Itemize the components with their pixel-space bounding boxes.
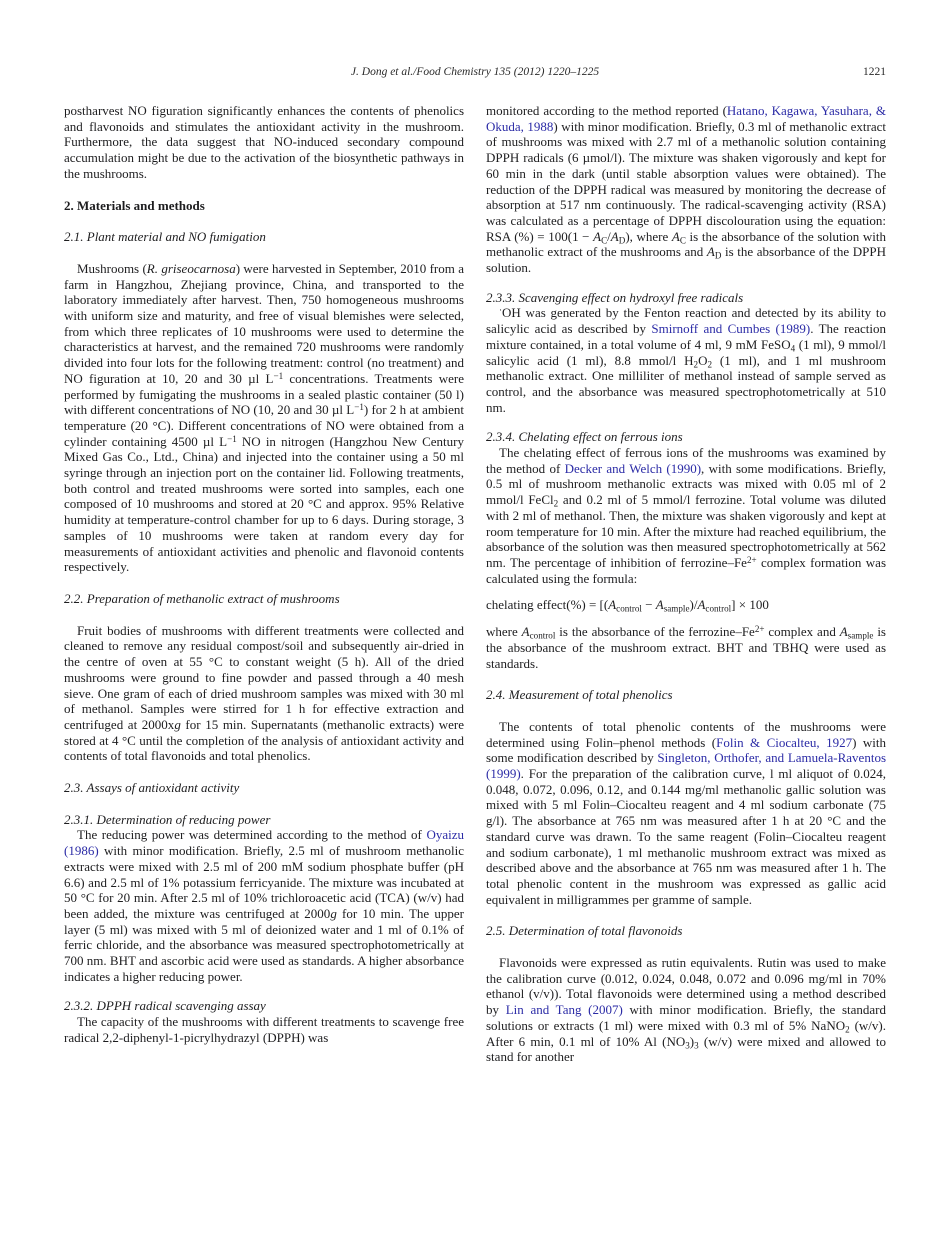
text-run: A (697, 597, 706, 613)
text-run: Flavonoids were expressed as rutin equivalents. Rutin was used to make the calibration curve (0.012, 0.024, 0.048, 0.072 and 0.096 mg/ml in 70% ethanol (v/v)). Total flavonoids were determined using a method described by (486, 955, 886, 1018)
text-run: A (839, 624, 848, 640)
paragraph (486, 719, 886, 907)
paragraph (64, 623, 464, 764)
subscript: sample (663, 603, 690, 614)
text-run: ) for 2 h at ambient temperature (20 °C). Different concentrations of NO were obtained from a cylinder containing 4500 µl L (64, 402, 464, 449)
text-run: and 0.2 ml of 5 mmol/l ferrozine. Total volume was diluted with 2 ml of methanol. Then, the mixture was shaken vigorously and kept at room temperature for 10 min. After the mixture had reached equilibrium, the absorbance of the solution was then measured spectrophotometrically at 562 nm. The percentage of inhibition of ferrozine–Fe (486, 492, 886, 570)
text-run: R. griseocarnosa (146, 260, 236, 276)
text-run: / (607, 228, 611, 244)
text-run: (w/v) were mixed and allowed to stand for another (486, 1033, 886, 1065)
superscript: −1 (227, 433, 237, 444)
paragraph (64, 1014, 464, 1045)
text-run: ) (689, 1033, 695, 1049)
subsection-heading (486, 687, 886, 703)
superscript: · (499, 305, 503, 316)
text-run: A (671, 228, 680, 244)
paragraph (486, 624, 886, 671)
citation-link[interactable]: Hatano, Kagawa, Yasuhara, & Okuda, 1988 (486, 103, 886, 134)
paragraph (486, 103, 886, 276)
text-run: postharvest NO figuration significantly enhances the contents of phenolics and flavonoids and stimulates the antioxidant activity in the mushroom. Furthermore, the data suggest that NO-induced secondary compound accumulation might be due to the activation of the biosynthetic pathways in the mushrooms. (64, 103, 464, 181)
paragraph (486, 445, 886, 586)
text-run: is the absorbance of the solution with methanolic extract of the mushrooms and (486, 228, 886, 260)
text-run: ) were harvested in September, 2010 from a farm in Hangzhou, Zhejiang province, China, and transported to the laboratory immediately after harvest. Then, 750 homogeneous mushrooms with uniform size and maturity, and free of visual blemishes were selected, from which three replicates of 10 mushrooms were used to determine the characteristics at harvest, and the remained 720 mushrooms were randomly divided into four lots for the following treatment: control (no treatment) and NO figuration at 10, 20 and 30 µl L (64, 260, 464, 386)
text-run: . The reaction mixture contained, in a total volume of 4 ml, 9 mM FeSO (486, 321, 887, 352)
text-run: concentrations. Treatments were performed by fumigating the mushrooms in a sealed plastic container (50 l) with different concentrations of NO (10, 20 and 30 µl L (64, 370, 464, 418)
text-run: is the absorbance of the mushroom extract. BHT and TBHQ were used as standards. (486, 624, 886, 671)
section-heading (64, 198, 464, 214)
subsection-heading (486, 923, 886, 939)
running-head (64, 66, 886, 81)
two-column-body (64, 103, 886, 1065)
text-run: g (174, 716, 181, 732)
page-number: 1221 (863, 66, 886, 78)
paragraph (486, 305, 886, 415)
running-head-title: J. Dong et al./Food Chemistry 135 (2012) 1220–1225 (350, 66, 600, 78)
text-run: for 15 min. Supernatants (methanolic extracts) were stored at 4 °C until the completion of the analysis of antioxidant activity and contents of total flavonoids and total phenolics. (64, 716, 464, 764)
text-run: 2.2. Preparation of methanolic extract of mushrooms (64, 590, 340, 606)
text-run: ) with minor modification. Briefly, 0.3 ml of methanolic extract of mushrooms was mixed with 2.7 ml of a methanolic solution containing DPPH radicals (6 µmol/l). The mixture was shaken vigorously and kept for 60 min in the dark (until stable absorption values were obtained). The reduction of the DPPH radical was measured by monitoring the decrease of absorption at 517 nm continuously. The radical-scavenging activity (RSA) was calculated as a percentage of DPPH discolouration using the equation: RSA (%) = 100(1 − (486, 118, 886, 244)
text-run: is the absorbance of the DPPH solution. (486, 244, 886, 276)
subscript: 2 (553, 498, 559, 509)
text-run: Mushrooms ( (77, 260, 147, 276)
left-column (64, 103, 464, 1065)
text-run: A (608, 597, 617, 613)
subsection-heading (64, 591, 464, 607)
text-run: The capacity of the mushrooms with different treatments to scavenge free radical 2,2-diphenyl-1-picrylhydrazyl (DPPH) was (64, 1014, 464, 1045)
text-run: The contents of total phenolic contents of the mushrooms were determined using Folin–phenol methods ( (486, 718, 886, 750)
text-run: (w/v). After 6 min, 0.1 ml of 10% Al (NO (486, 1017, 886, 1049)
text-run: monitored according to the method reported ( (486, 103, 727, 118)
text-run: chelating effect(%) = [( (486, 597, 609, 613)
text-run: 2.3.3. Scavenging effect on hydroxyl free radicals (486, 289, 744, 305)
subscript: control (616, 603, 642, 614)
subscript: C (679, 234, 686, 245)
text-run: 2.3.4. Chelating effect on ferrous ions (486, 429, 683, 445)
text-run: NO in nitrogen (Hangzhou New Century Mixed Gas Co., Ltd., China) and injected into the container using a 50 ml syringe through an injection port on the container lid. Following treatments, both control and treated mushrooms were sorted into samples, each one composed of 10 mushrooms and stored at 20 °C and approx. 95% Relative humidity at temperature-control chamber for up to 6 days. During storage, 3 samples of 10 mushrooms were taken at random every day for measurements of antioxidant activities and phenolic and flavonoid contents respectively. (64, 433, 464, 575)
superscript: 2+ (746, 554, 757, 565)
subscript: sample (847, 630, 874, 641)
subsection-heading (64, 780, 464, 796)
subscript: 2 (693, 358, 699, 369)
citation-link[interactable]: Decker and Welch (1990) (564, 460, 702, 476)
paragraph (64, 827, 464, 984)
text-run: 2.4. Measurement of total phenolics (486, 687, 673, 703)
text-run: )/ (689, 597, 698, 613)
subsection-heading (64, 229, 464, 245)
text-run: A (610, 228, 619, 244)
subscript: D (618, 234, 626, 245)
superscript: −1 (354, 402, 364, 413)
text-run: 2.3.1. Determination of reducing power (64, 811, 271, 827)
text-run: ] × 100 (731, 597, 769, 613)
text-run: is the absorbance of the ferrozine–Fe (555, 624, 755, 640)
text-run: OH was generated by the Fenton reaction and detected by its ability to salicylic acid as described by (486, 305, 886, 337)
text-run: ) with some modification described by (486, 734, 886, 766)
paragraph (64, 261, 464, 575)
text-run: complex formation was calculated using the formula: (486, 554, 886, 586)
subscript: control (529, 630, 556, 641)
text-run: (1 ml), and 1 ml mushroom methanolic extract. One milliliter of methanol instead of sample served as control, and the absorbance was measured spectrophotometrically at 510 nm. (486, 352, 886, 415)
text-run: 2.1. Plant material and NO fumigation (64, 229, 266, 245)
subsubsection-heading (486, 290, 886, 306)
paragraph (486, 955, 886, 1065)
subscript: 3 (685, 1039, 690, 1050)
subscript: 2 (707, 358, 713, 369)
text-run: where (486, 624, 522, 640)
text-run: 2. Materials and methods (64, 197, 205, 213)
text-run: ), where (625, 228, 672, 244)
citation-link[interactable]: Smirnoff and Cumbes (1989) (651, 321, 811, 337)
text-run: Fruit bodies of mushrooms with different treatments were collected and cleaned to remove any residual compost/soil and subsequently air-dried in the centre of oven at 55 °C to constant weight (5 h). All of the dried mushrooms were ground to fine powder and passed through a 40 mesh sieve. One gram of each of dried mushroom samples was mixed with 30 ml of methanol. Samples were stirred for 1 h for effective extraction and centrifuged at 2000x (64, 622, 464, 732)
text-run: g (330, 905, 337, 921)
subscript: D (714, 250, 722, 261)
text-run: with minor modification. Briefly, 2.5 ml of mushroom methanolic extracts were mixed with 2.5 ml of 200 mM sodium phosphate buffer (pH 6.6) and 2.5 ml of 1% potassium ferricyanide. The mixture was incubated at 50 °C for 20 min. After 2.5 ml of 10% trichloroacetic acid (TCA) (w/v) had been added, the mixture was centrifuged at 2000 (64, 843, 464, 921)
subsubsection-heading (64, 998, 464, 1014)
citation-link[interactable]: Lin and Tang (2007) (505, 1002, 623, 1018)
text-run: , with some modifications. Briefly, 0.5 ml of mushroom methanolic extracts was mixed with 0.05 ml of 2 mmol/l FeCl (486, 460, 886, 508)
subsubsection-heading (486, 429, 886, 445)
subscript: 4 (790, 343, 796, 354)
text-run: with minor modification. Briefly, the standard solutions or extracts (1 ml) were mixed with 0.3 ml of 5% NaNO (486, 1002, 886, 1033)
superscript: 2+ (754, 624, 765, 634)
text-run: 2.3. Assays of antioxidant activity (64, 780, 240, 796)
subscript: C (601, 234, 608, 245)
text-run: complex and (764, 624, 840, 640)
subscript: 3 (694, 1039, 699, 1050)
text-run: A (593, 228, 602, 244)
text-run: A (521, 624, 530, 640)
equation (486, 597, 886, 613)
text-run: A (655, 597, 664, 613)
subsubsection-heading (64, 812, 464, 828)
text-run: The chelating effect of ferrous ions of the mushrooms was examined by the method of (486, 445, 886, 476)
text-run: 2.3.2. DPPH radical scavenging assay (64, 998, 266, 1014)
text-run: . For the preparation of the calibration curve, l ml aliquot of 0.024, 0.048, 0.072, 0.096, 0.12, and 0.144 mg/ml methanolic gallic solution was mixed with 5 ml Folin–Ciocalteu reagent and 4 ml sodium carbonate (75 g/l). The absorbance at 765 nm was measured after 1 h at 20 °C and the standard curve was drawn. To the same reagent (Folin–Ciocalteu reagent and sodium carbonate), 1 ml methanolic mushroom extract was mixed as described above and the absorbance at 765 nm was measured after 1 h. The total phenolic content in the mushroom was expressed as gallic acid equivalent in milligrammes per gramme of sample. (486, 766, 886, 907)
superscript: −1 (273, 370, 284, 381)
citation-link[interactable]: Folin & Ciocalteu, 1927 (716, 734, 853, 750)
text-run: 2.5. Determination of total flavonoids (486, 923, 683, 939)
text-run: The reducing power was determined according to the method of (77, 827, 427, 843)
right-column (486, 103, 886, 1065)
text-run: O (698, 352, 708, 368)
text-run: for 10 min. The upper layer (5 ml) was mixed with 5 ml of deionized water and 1 ml of 0.1% of ferric chloride, and the absorbance was measured spectrophotometrically at 700 nm. BHT and ascorbic acid were used as standards. A higher absorbance indicates a higher reducing power. (64, 905, 464, 984)
paragraph (64, 103, 464, 182)
text-run: (1 ml), 9 mmol/l salicylic acid (1 ml), 8.8 mmol/l H (486, 336, 886, 368)
citation-link[interactable]: Singleton, Orthofer, and Lamuela-Raventos (1999) (486, 750, 886, 782)
text-run: A (706, 244, 715, 260)
subscript: 2 (845, 1024, 850, 1035)
text-run: − (641, 597, 656, 613)
subscript: control (705, 603, 732, 614)
citation-link[interactable]: Oyaizu (1986) (64, 827, 464, 859)
